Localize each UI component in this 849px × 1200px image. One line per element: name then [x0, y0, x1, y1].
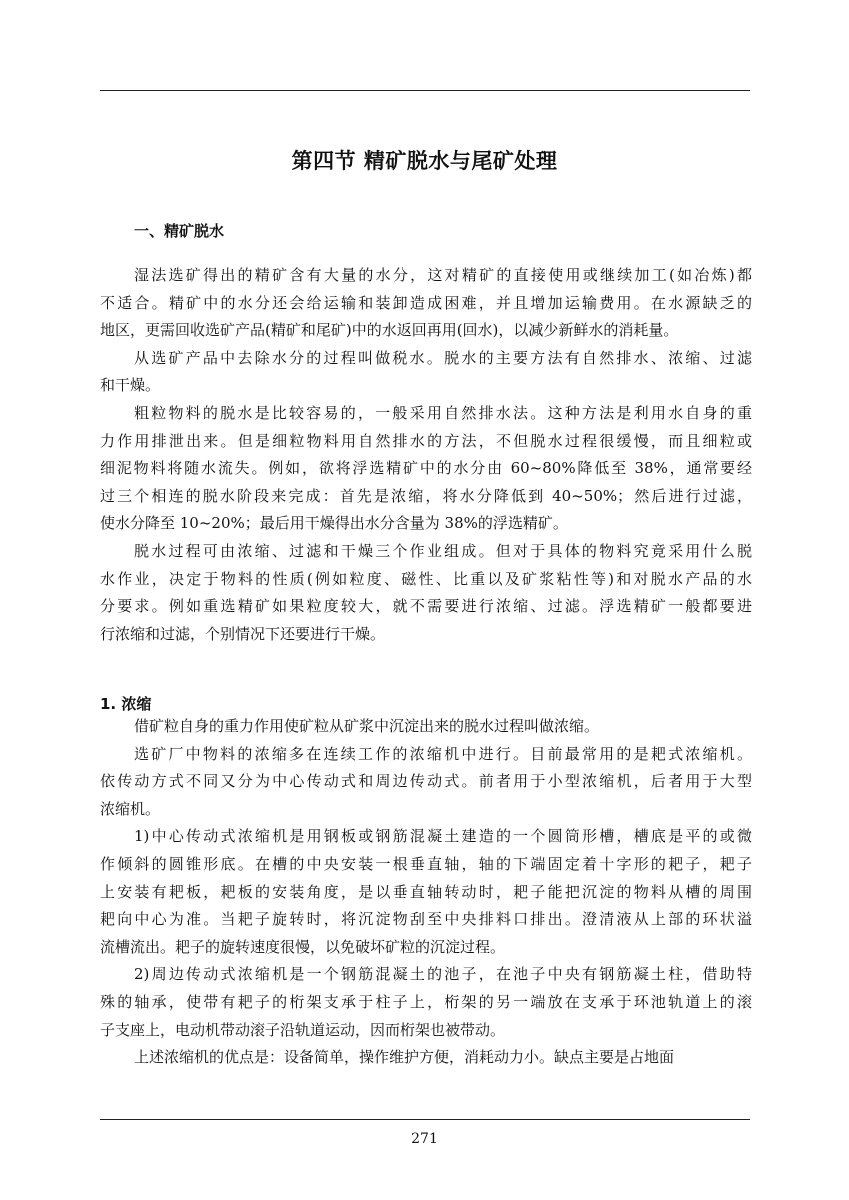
- text-line: 从选矿产品中去除水分的过程叫做税水。脱水的主要方法有自然排水、浓缩、过滤: [134, 348, 752, 367]
- text-line: 地区，更需回收选矿产品(精矿和尾矿)中的水返回再用(回水)，以减少新鲜水的消耗量。: [100, 321, 679, 340]
- text-line: 流槽流出。耙子的旋转速度很慢，以免破坏矿粒的沉淀过程。: [100, 937, 506, 956]
- text-line: 粗粒物料的脱水是比较容易的，一般采用自然排水法。这种方法是利用水自身的重: [134, 404, 752, 422]
- text-line: 依传动方式不同又分为中心传动式和周边传动式。前者用于小型浓缩机，后者用于大型: [100, 772, 752, 791]
- paragraph: [100, 961, 752, 1044]
- paragraph: [100, 741, 752, 824]
- text-line: 力作用排泄出来。但是细粒物料用自然排水的方法，不但脱水过程很缓慢，而且细粒或: [100, 431, 752, 450]
- text-line: 选矿厂中物料的浓缩多在连续工作的浓缩机中进行。目前最常用的是耙式浓缩机。: [134, 744, 752, 763]
- paragraph: [100, 262, 752, 345]
- text-line: 脱水过程可由浓缩、过滤和干燥三个作业组成。但对于具体的物料究竟采用什么脱: [134, 542, 752, 560]
- text-line: 子支座上，电动机带动滚子沿轨道运动，因而桁架也被带动。: [100, 1020, 506, 1039]
- text-line: 浓缩机。: [100, 799, 161, 818]
- text-line: 和干燥。: [100, 376, 161, 395]
- text-line: 使水分降至 10~20%；最后用干燥得出水分含量为 38%的浮选精矿。: [100, 514, 568, 533]
- text-line: 作倾斜的圆锥形底。在槽的中央安装一根垂直轴，轴的下端固定着十字形的耙子，耙子: [100, 854, 752, 873]
- paragraph: [100, 1044, 752, 1072]
- text-line: 上安装有耙板，耙板的安装角度，是以垂直轴转动时，耙子能把沉淀的物料从槽的周围: [100, 882, 752, 901]
- paragraph: [100, 538, 752, 648]
- section-title: 第四节 精矿脱水与尾矿处理: [291, 149, 558, 173]
- text-line: 过三个相连的脱水阶段来完成：首先是浓缩，将水分降低到 40~50%；然后进行过滤，: [100, 486, 752, 505]
- page-number: 271: [411, 1131, 438, 1147]
- paragraph: [100, 345, 752, 400]
- text-line: 耙向中心为准。当耙子旋转时，将沉淀物刮至中央排料口排出。澄清液从上部的环状溢: [100, 910, 752, 929]
- paragraph: [100, 713, 752, 741]
- text-line: 借矿粒自身的重力作用使矿粒从矿浆中沉淀出来的脱水过程叫做浓缩。: [134, 717, 600, 735]
- heading-dewatering: 一、精矿脱水: [134, 222, 225, 240]
- text-line: 不适合。精矿中的水分还会给运输和装卸造成困难，并且增加运输费用。在水源缺乏的: [100, 293, 752, 312]
- text-line: 水作业，决定于物料的性质(例如粒度、磁性、比重以及矿浆粘性等)和对脱水产品的水: [100, 569, 752, 588]
- text-line: 2)周边传动式浓缩机是一个钢筋混凝土的池子，在池子中央有钢筋凝土柱，借助特: [134, 965, 752, 984]
- text-line: 上述浓缩机的优点是：设备简单，操作维护方便，消耗动力小。缺点主要是占地面: [134, 1048, 675, 1067]
- header-rule: [100, 90, 750, 91]
- paragraph: [100, 823, 752, 961]
- text-line: 殊的轴承，使带有耙子的桁架支承于柱子上，桁架的另一端放在支承于环池轨道上的滚: [100, 992, 752, 1011]
- footer-rule: [100, 1119, 750, 1120]
- paragraph: [100, 400, 752, 538]
- text-line: 1)中心传动式浓缩机是用钢板或钢筋混凝土建造的一个圆筒形槽，槽底是平的或微: [134, 827, 752, 846]
- text-line: 行浓缩和过滤，个别情况下还要进行干燥。: [100, 624, 386, 643]
- text-line: 细泥物料将随水流失。例如，欲将浮选精矿中的水分由 60~80%降低至 38%，通常要经: [100, 459, 752, 478]
- heading-thickening: 1. 浓缩: [100, 695, 152, 713]
- text-line: 湿法选矿得出的精矿含有大量的水分，这对精矿的直接使用或继续加工(如冶炼)都: [134, 266, 752, 284]
- text-line: 分要求。例如重选精矿如果粒度较大，就不需要进行浓缩、过滤。浮选精矿一般都要进: [100, 597, 752, 616]
